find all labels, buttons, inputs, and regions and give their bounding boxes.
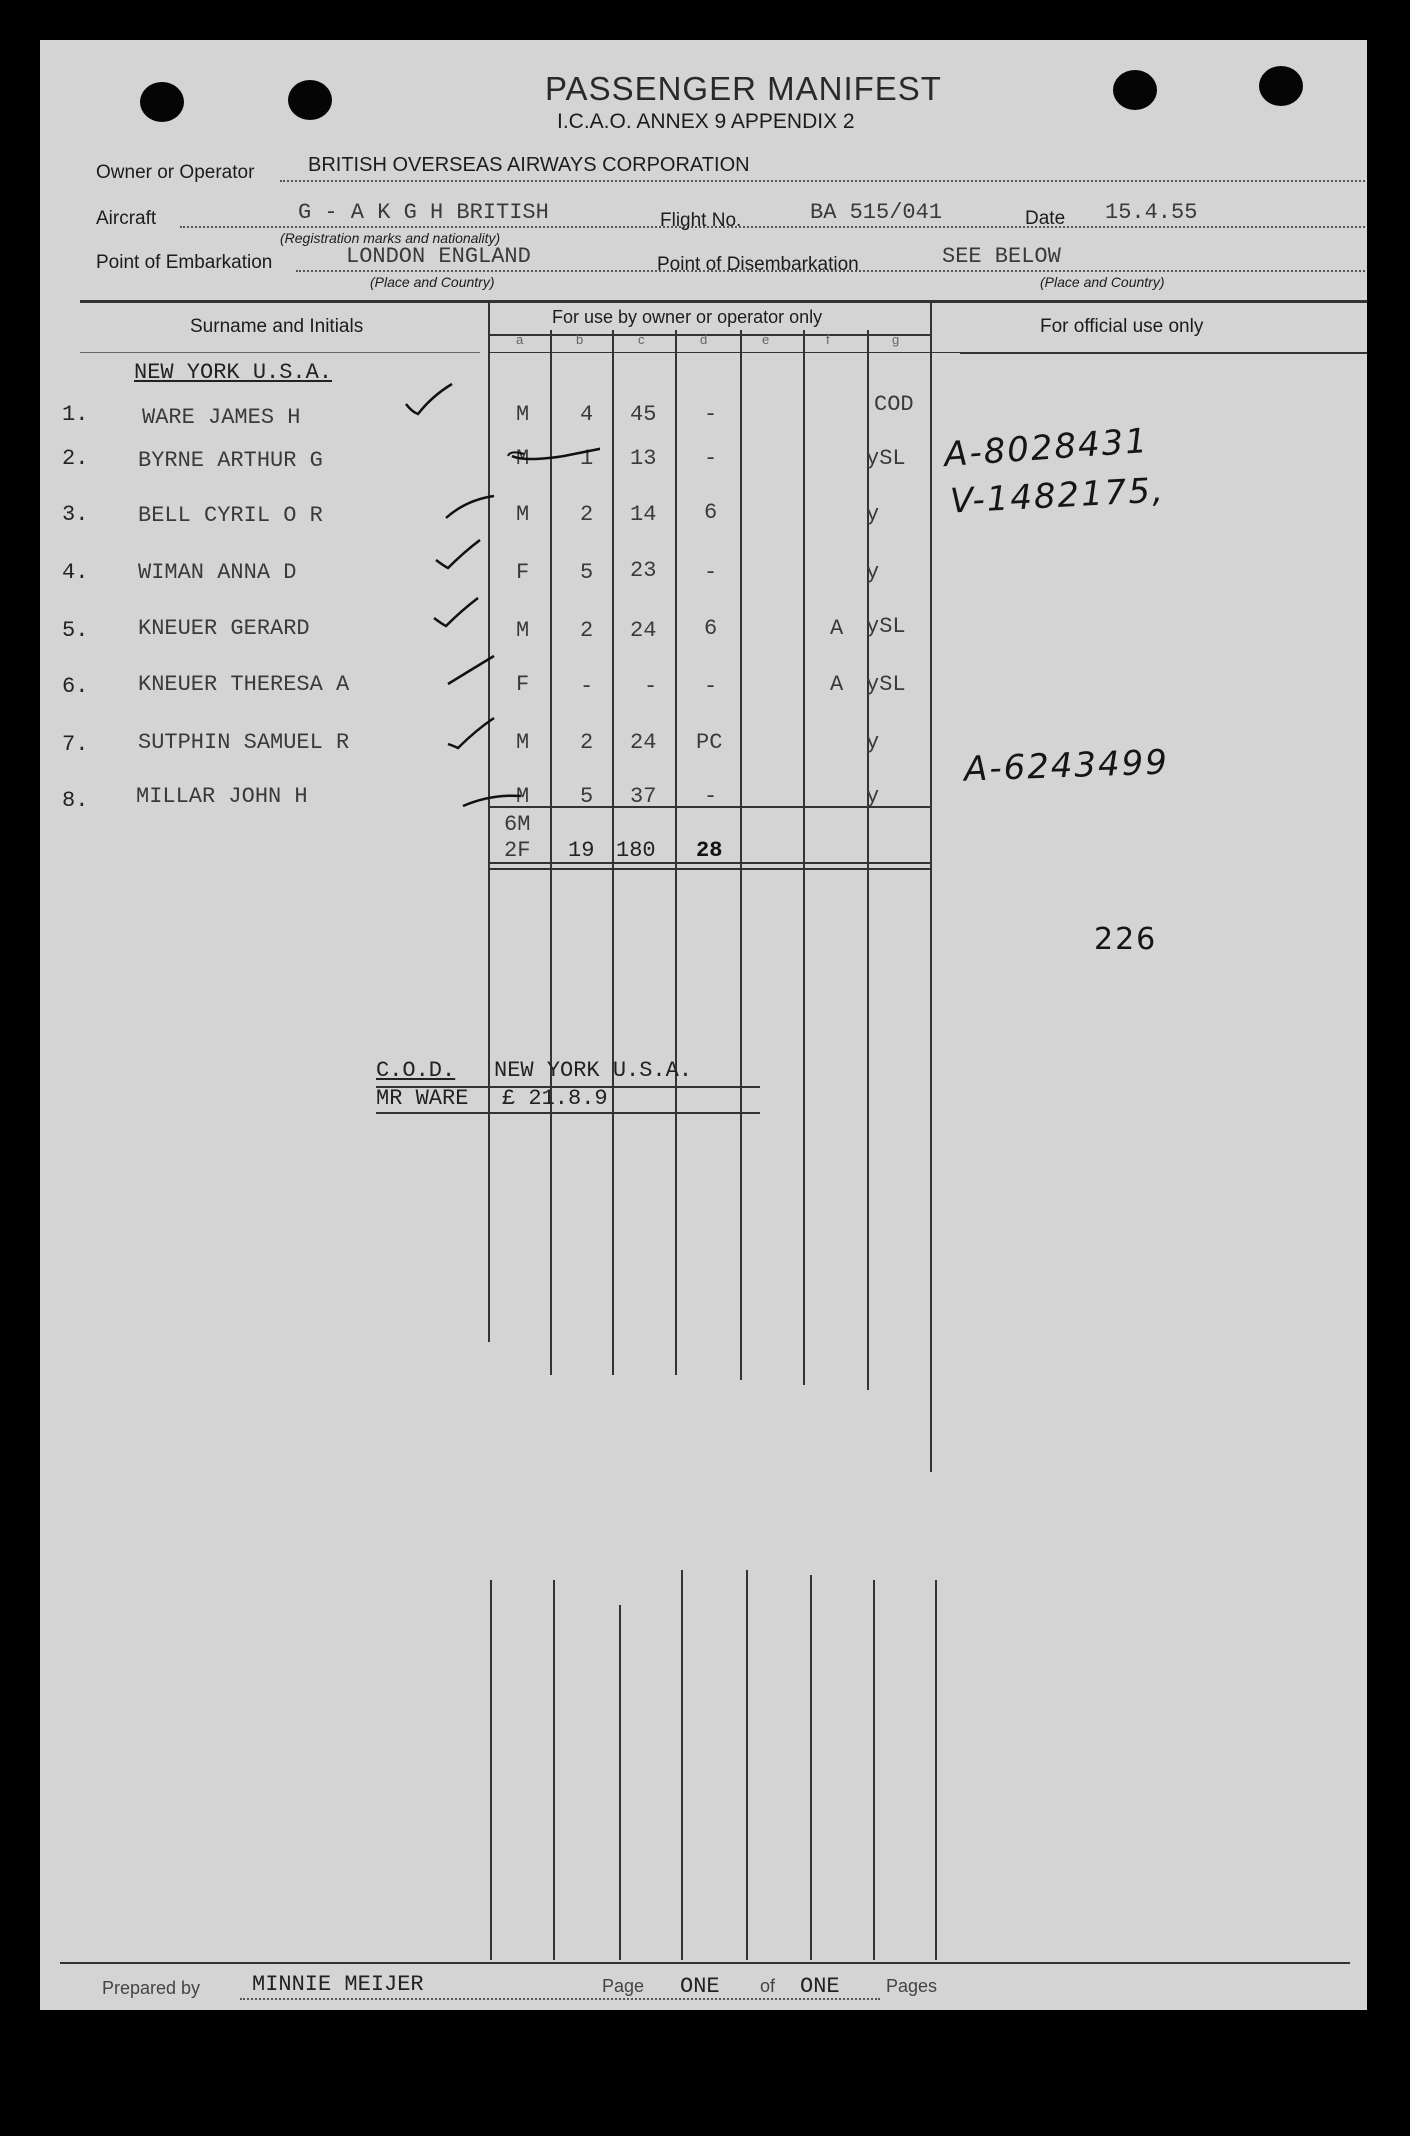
aircraft-label: Aircraft	[96, 208, 157, 229]
cell-b: 5	[580, 560, 594, 585]
check-mark	[446, 716, 498, 750]
of-value: ONE	[800, 1974, 840, 1999]
cell-d: -	[704, 560, 718, 585]
cell-d: -	[704, 784, 718, 809]
check-mark	[402, 382, 454, 416]
cell-a: F	[516, 560, 530, 585]
date-label: Date	[1025, 208, 1066, 229]
col-line	[550, 330, 552, 1375]
subcol-f: f	[826, 332, 830, 347]
total-female: 2F	[504, 838, 531, 863]
cell-d: 6	[704, 500, 718, 525]
col-line	[612, 330, 614, 1375]
prepared-by-value: MINNIE MEIJER	[252, 1972, 424, 1997]
pages-label: Pages	[886, 1976, 938, 1996]
date-value: 15.4.55	[1105, 200, 1198, 225]
cell-g: ySL	[866, 614, 906, 639]
cell-g: y	[866, 560, 880, 585]
owner-label: Owner or Operator	[96, 162, 255, 183]
cod-amount: £ 21.8.9	[502, 1086, 608, 1111]
cell-b: 2	[580, 502, 594, 527]
passenger-name: BELL CYRIL O R	[138, 503, 323, 528]
passenger-name: MILLAR JOHN H	[136, 784, 308, 809]
cell-b: -	[580, 674, 594, 699]
cell-c: 24	[630, 730, 657, 755]
totals-top-rule	[488, 806, 930, 808]
official-note-2: V-1482175,	[949, 470, 1166, 522]
passenger-name: WIMAN ANNA D	[138, 560, 297, 585]
owner-dotted-line	[280, 180, 1365, 182]
cell-d: -	[704, 446, 718, 471]
aircraft-note: (Registration marks and nationality)	[280, 230, 501, 246]
col-line	[873, 1580, 875, 1960]
cell-d: 6	[704, 616, 718, 641]
cell-g: ySL	[866, 446, 906, 471]
document-title: PASSENGER MANIFEST	[545, 70, 942, 107]
cell-g: y	[866, 784, 880, 809]
check-mark	[446, 654, 498, 688]
cell-d: PC	[696, 730, 723, 755]
col-line	[746, 1570, 748, 1960]
passenger-name: KNEUER GERARD	[138, 616, 310, 641]
col-line	[675, 330, 677, 1375]
cell-a: M	[516, 402, 530, 427]
aircraft-value: G - A K G H BRITISH	[298, 200, 549, 225]
col-line	[867, 330, 869, 1390]
page-label: Page	[602, 1976, 645, 1996]
cell-c: 37	[630, 784, 657, 809]
official-number: 226	[1094, 922, 1158, 957]
page-value: ONE	[680, 1974, 720, 1999]
subcol-b: b	[576, 332, 584, 347]
cell-g: y	[866, 730, 880, 755]
check-mark	[434, 538, 486, 572]
punch-hole	[288, 80, 332, 120]
table-top-rule	[80, 300, 1367, 303]
disembarkation-label: Point of Disembarkation	[657, 254, 859, 275]
subcol-g: g	[892, 332, 900, 347]
col-line	[930, 302, 932, 1472]
check-mark	[432, 596, 484, 630]
row-number: 7.	[62, 732, 89, 757]
embarkation-value: LONDON ENGLAND	[346, 244, 531, 269]
punch-hole	[1259, 66, 1303, 106]
cell-a: F	[516, 672, 530, 697]
passenger-name: WARE JAMES H	[142, 405, 301, 430]
cell-g: ySL	[866, 672, 906, 697]
owner-value: BRITISH OVERSEAS AIRWAYS CORPORATION	[308, 154, 750, 176]
cell-c: 14	[630, 502, 657, 527]
embarkation-label: Point of Embarkation	[96, 252, 273, 273]
cell-c: 24	[630, 618, 657, 643]
cell-a: M	[516, 730, 530, 755]
cell-b: 5	[580, 784, 594, 809]
check-mark	[452, 782, 522, 816]
subcol-a: a	[516, 332, 524, 347]
cell-d: -	[704, 674, 718, 699]
subcol-rule	[490, 352, 970, 353]
total-c: 180	[616, 838, 656, 863]
check-mark	[460, 438, 600, 472]
footer-dotted-line	[240, 1998, 880, 2000]
cell-a: M	[516, 784, 530, 809]
row-number: 1.	[62, 402, 89, 427]
cell-b: 2	[580, 618, 594, 643]
cell-c: 13	[630, 446, 657, 471]
owner-use-column-header: For use by owner or operator only	[552, 307, 823, 327]
totals-bottom-rule	[488, 862, 930, 864]
of-label: of	[760, 1976, 776, 1996]
flight-value: BA 515/041	[810, 200, 943, 225]
cell-d: -	[704, 402, 718, 427]
row-number: 6.	[62, 674, 89, 699]
punch-hole	[1113, 70, 1157, 110]
totals-double-rule	[488, 868, 930, 870]
official-use-column-header: For official use only	[1040, 316, 1204, 337]
row-number: 2.	[62, 446, 89, 471]
col-line	[619, 1605, 621, 1960]
embarkation-note: (Place and Country)	[370, 274, 495, 290]
cell-a: M	[516, 502, 530, 527]
row-number: 8.	[62, 788, 89, 813]
cell-b: 2	[580, 730, 594, 755]
subcol-c: c	[638, 332, 645, 347]
cell-b: 1	[580, 446, 594, 471]
row-number: 3.	[62, 502, 89, 527]
passenger-name: KNEUER THERESA A	[138, 672, 350, 697]
disembarkation-note: (Place and Country)	[1040, 274, 1165, 290]
col-line	[681, 1570, 683, 1960]
col-line	[935, 1580, 937, 1960]
cod-rule	[376, 1112, 760, 1114]
total-b: 19	[568, 838, 595, 863]
punch-hole	[140, 82, 184, 122]
official-note-3: A-6243499	[963, 742, 1170, 790]
subcol-d: d	[700, 332, 708, 347]
total-d: 28	[696, 838, 723, 863]
document-subtitle: I.C.A.O. ANNEX 9 APPENDIX 2	[557, 110, 855, 133]
disembarkation-value: SEE BELOW	[942, 244, 1061, 269]
footer-rule	[60, 1962, 1350, 1964]
passenger-name: SUTPHIN SAMUEL R	[138, 730, 350, 755]
check-mark	[444, 492, 496, 526]
cell-a: M	[516, 446, 530, 471]
prepared-by-label: Prepared by	[102, 1978, 201, 1998]
surname-column-header: Surname and Initials	[190, 316, 364, 337]
flight-label: Flight No.	[660, 210, 742, 231]
row-number: 5.	[62, 618, 89, 643]
official-note-1: A-8028431	[942, 420, 1151, 476]
owner-header-rule	[490, 334, 930, 336]
total-male: 6M	[504, 812, 531, 837]
col-line	[553, 1580, 555, 1960]
col-line	[490, 1580, 492, 1960]
aircraft-dotted-line	[180, 226, 1365, 228]
destination-heading: NEW YORK U.S.A.	[134, 360, 333, 385]
cell-g: COD	[874, 392, 914, 417]
cod-destination: NEW YORK U.S.A.	[494, 1058, 693, 1083]
cell-g: y	[866, 502, 880, 527]
surname-rule	[80, 352, 480, 353]
cell-f: A	[830, 672, 844, 697]
cell-a: M	[516, 618, 530, 643]
cod-payee: MR WARE	[376, 1086, 469, 1111]
cell-c: 23	[630, 558, 657, 583]
manifest-page	[40, 40, 1367, 2010]
cod-label: C.O.D.	[376, 1058, 456, 1083]
col-line	[740, 330, 742, 1380]
col-line	[803, 330, 805, 1385]
official-header-rule	[960, 352, 1367, 354]
row-number: 4.	[62, 560, 89, 585]
col-line	[810, 1575, 812, 1960]
passenger-name: BYRNE ARTHUR G	[138, 448, 323, 473]
cell-c: -	[644, 674, 658, 699]
cell-f: A	[830, 616, 844, 641]
subcol-e: e	[762, 332, 770, 347]
cell-b: 4	[580, 402, 594, 427]
cell-c: 45	[630, 402, 657, 427]
